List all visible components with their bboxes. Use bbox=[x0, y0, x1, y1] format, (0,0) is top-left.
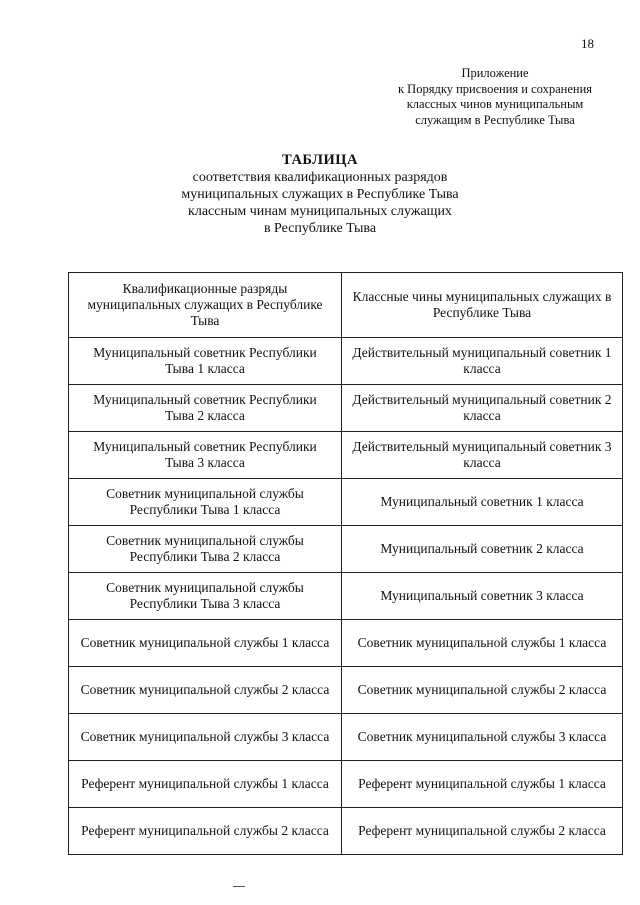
table-cell: Муниципальный советник 3 класса bbox=[342, 573, 623, 620]
table-row bbox=[69, 667, 623, 714]
table-cell: Референт муниципальной службы 1 класса bbox=[342, 761, 623, 808]
table-row bbox=[69, 808, 623, 855]
table-cell: Советник муниципальной службы 2 класса bbox=[69, 667, 342, 714]
table-cell: Советник муниципальной службы 3 класса bbox=[342, 714, 623, 761]
table-cell: Советник муниципальной службы Республики Тыва 2 класса bbox=[69, 526, 342, 573]
appendix-note bbox=[380, 66, 610, 128]
subtitle-line: классным чинам муниципальных служащих bbox=[188, 204, 452, 219]
correspondence-table bbox=[68, 272, 623, 855]
table-row bbox=[69, 385, 623, 432]
header-class-ranks: Классные чины муниципальных служащих в Республике Тыва bbox=[342, 273, 623, 338]
table-row bbox=[69, 573, 623, 620]
table-cell: Референт муниципальной службы 2 класса bbox=[342, 808, 623, 855]
table-header-row bbox=[69, 273, 623, 338]
document-title: ТАБЛИЦА bbox=[282, 152, 358, 168]
document-subtitle bbox=[150, 169, 490, 237]
table-cell: Референт муниципальной службы 1 класса bbox=[69, 761, 342, 808]
subtitle-line: муниципальных служащих в Республике Тыва bbox=[181, 187, 459, 202]
table-cell: Советник муниципальной службы 2 класса bbox=[342, 667, 623, 714]
table-cell: Советник муниципальной службы 1 класса bbox=[69, 620, 342, 667]
scan-mark bbox=[233, 886, 245, 887]
table-cell: Муниципальный советник 1 класса bbox=[342, 479, 623, 526]
header-qualification-ranks: Квалификационные разряды муниципальных служащих в Республике Тыва bbox=[69, 273, 342, 338]
table-cell: Советник муниципальной службы 1 класса bbox=[342, 620, 623, 667]
table-row bbox=[69, 479, 623, 526]
table-cell: Советник муниципальной службы Республики Тыва 3 класса bbox=[69, 573, 342, 620]
table-cell: Советник муниципальной службы 3 класса bbox=[69, 714, 342, 761]
title-block bbox=[150, 152, 490, 237]
subtitle-line: соответствия квалификационных разрядов bbox=[192, 170, 448, 185]
table-cell: Референт муниципальной службы 2 класса bbox=[69, 808, 342, 855]
appendix-line: Приложение bbox=[461, 66, 529, 80]
appendix-line: классных чинов муниципальным bbox=[406, 97, 584, 111]
table-row bbox=[69, 620, 623, 667]
subtitle-line: в Республике Тыва bbox=[263, 221, 377, 236]
page-number: 18 bbox=[581, 36, 594, 51]
table-row bbox=[69, 714, 623, 761]
table-cell: Действительный муниципальный советник 1 класса bbox=[342, 338, 623, 385]
appendix-line: служащим в Республике Тыва bbox=[415, 112, 575, 127]
table-row bbox=[69, 526, 623, 573]
table-cell: Муниципальный советник Республики Тыва 1 класса bbox=[69, 338, 342, 385]
table-row bbox=[69, 432, 623, 479]
appendix-line: к Порядку присвоения и сохранения bbox=[397, 81, 593, 96]
table-cell: Муниципальный советник Республики Тыва 2 класса bbox=[69, 385, 342, 432]
table-row bbox=[69, 761, 623, 808]
table-cell: Муниципальный советник 2 класса bbox=[342, 526, 623, 573]
table-cell: Действительный муниципальный советник 3 класса bbox=[342, 432, 623, 479]
table-cell: Советник муниципальной службы Республики Тыва 1 класса bbox=[69, 479, 342, 526]
table-cell: Муниципальный советник Республики Тыва 3 класса bbox=[69, 432, 342, 479]
table-row bbox=[69, 338, 623, 385]
table-cell: Действительный муниципальный советник 2 класса bbox=[342, 385, 623, 432]
